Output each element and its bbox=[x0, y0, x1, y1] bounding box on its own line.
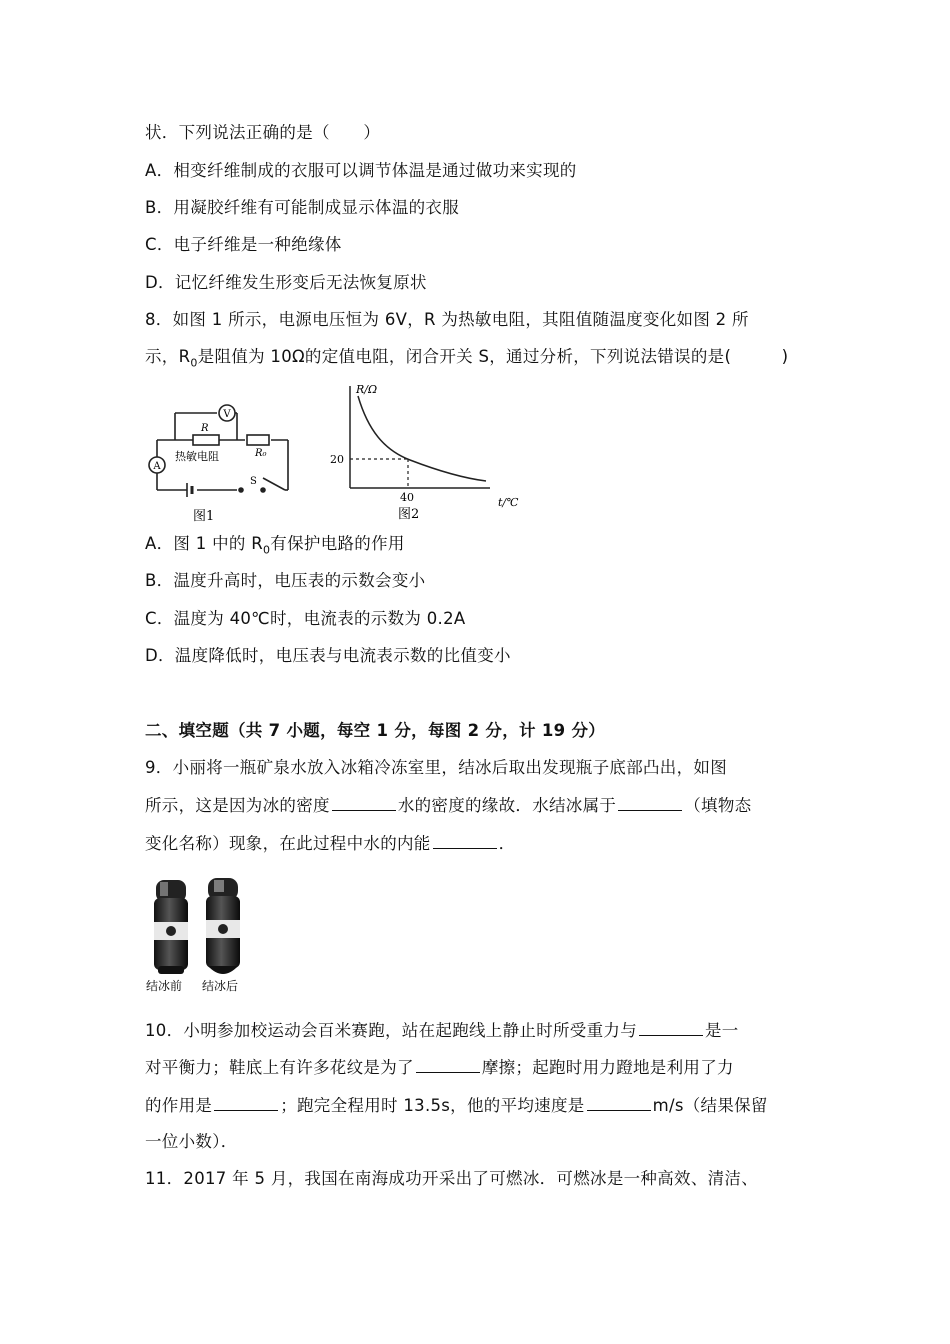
q8-option-a-sub: 0 bbox=[262, 543, 271, 557]
caption-before: 结冰前 bbox=[146, 979, 183, 993]
circuit-diagram-fig1 bbox=[145, 380, 305, 528]
q10-line2-b: 摩擦；起跑时用力蹬地是利用了力 bbox=[481, 1058, 734, 1077]
bottle-after bbox=[206, 878, 240, 974]
q8-option-a bbox=[145, 532, 405, 562]
q9-stem-line3 bbox=[145, 831, 515, 856]
q8-option-b: B．温度升高时，电压表的示数会变小 bbox=[145, 571, 426, 590]
q8-option-a-post: 有保护电路的作用 bbox=[270, 534, 405, 553]
answer-blank[interactable] bbox=[618, 793, 682, 811]
fig1-caption: 图1 bbox=[193, 509, 215, 524]
x-axis-label: t/℃ bbox=[498, 496, 519, 509]
q8-option-c: C．温度为 40℃时，电流表的示数为 0.2A bbox=[145, 609, 466, 628]
q10-line2-a: 对平衡力；鞋底上有许多花纹是为了 bbox=[145, 1058, 414, 1077]
answer-blank[interactable] bbox=[214, 1093, 278, 1111]
q8-stem-line2-post: 是阻值为 10Ω的定值电阻，闭合开关 S，通过分析，下列说法错误的是( ) bbox=[197, 347, 789, 366]
q10-line3-b: ；跑完全程用时 13.5s，他的平均速度是 bbox=[280, 1096, 585, 1115]
answer-blank[interactable] bbox=[639, 1018, 703, 1036]
resistor-r-label: R bbox=[201, 423, 209, 434]
q8-stem-line2 bbox=[145, 345, 788, 375]
resistance-temperature-graph-fig2 bbox=[322, 378, 534, 528]
q8-option-d: D．温度降低时，电压表与电流表示数的比值变小 bbox=[145, 646, 511, 665]
q10-stem-line2 bbox=[145, 1055, 734, 1080]
q8-stem-line2-sub: 0 bbox=[190, 356, 198, 370]
q10-line1-b: 是一 bbox=[705, 1021, 739, 1040]
q7-option-c: C．电子纤维是一种绝缘体 bbox=[145, 235, 342, 254]
q9-line2-a: 所示，这是因为冰的密度 bbox=[145, 796, 330, 815]
q7-stem-tail: 状．下列说法正确的是（ ） bbox=[145, 123, 381, 142]
caption-after: 结冰后 bbox=[202, 979, 239, 993]
q9-line3-a: 变化名称）现象，在此过程中水的内能 bbox=[145, 834, 431, 853]
q9-line2-c: （填物态 bbox=[684, 796, 752, 815]
y-tick-20: 20 bbox=[330, 453, 344, 466]
voltmeter-label: V bbox=[223, 409, 231, 420]
switch-label: S bbox=[250, 476, 257, 487]
q8-stem-line2-pre: 示，R bbox=[145, 347, 191, 366]
q9-line2-b: 水的密度的缘故．水结冰属于 bbox=[397, 796, 617, 815]
q9-line3-b: ． bbox=[498, 834, 516, 853]
q10-line3-c: m/s（结果保留 bbox=[652, 1096, 768, 1115]
resistor-r0-label: R₀ bbox=[255, 448, 267, 459]
fig2-caption: 图2 bbox=[398, 507, 420, 522]
answer-blank[interactable] bbox=[416, 1055, 480, 1073]
q8-stem-line1: 8．如图 1 所示，电源电压恒为 6V，R 为热敏电阻，其阻值随温度变化如图 2 所 bbox=[145, 310, 749, 329]
answer-blank[interactable] bbox=[332, 793, 396, 811]
y-axis-label: R/Ω bbox=[356, 383, 378, 396]
q7-option-d: D．记忆纤维发生形变后无法恢复原状 bbox=[145, 273, 427, 292]
q9-stem-line1: 9．小丽将一瓶矿泉水放入冰箱冷冻室里，结冰后取出发现瓶子底部凸出，如图 bbox=[145, 758, 727, 777]
ammeter-label: A bbox=[153, 461, 161, 472]
q10-line1-a: 10．小明参加校运动会百米赛跑，站在起跑线上静止时所受重力与 bbox=[145, 1021, 637, 1040]
q8-option-a-pre: A．图 1 中的 R bbox=[145, 534, 263, 553]
x-tick-40: 40 bbox=[400, 491, 414, 504]
q7-option-a: A．相变纤维制成的衣服可以调节体温是通过做功来实现的 bbox=[145, 161, 577, 180]
q7-option-b: B．用凝胶纤维有可能制成显示体温的衣服 bbox=[145, 198, 460, 217]
section2-title: 二、填空题（共 7 小题，每空 1 分，每图 2 分，计 19 分） bbox=[145, 721, 606, 740]
q10-stem-line3 bbox=[145, 1093, 768, 1118]
bottle-before bbox=[154, 880, 188, 974]
thermistor-label: 热敏电阻 bbox=[175, 450, 219, 463]
answer-blank[interactable] bbox=[433, 831, 497, 849]
q10-stem-line1 bbox=[145, 1018, 739, 1043]
bottles-figure bbox=[142, 870, 252, 1000]
q10-line3-a: 的作用是 bbox=[145, 1096, 213, 1115]
q11-stem-line1: 11．2017 年 5 月，我国在南海成功开采出了可燃冰．可燃冰是一种高效、清洁、 bbox=[145, 1169, 759, 1188]
q9-stem-line2 bbox=[145, 793, 751, 818]
answer-blank[interactable] bbox=[587, 1093, 651, 1111]
q10-stem-line4: 一位小数）． bbox=[145, 1132, 238, 1151]
